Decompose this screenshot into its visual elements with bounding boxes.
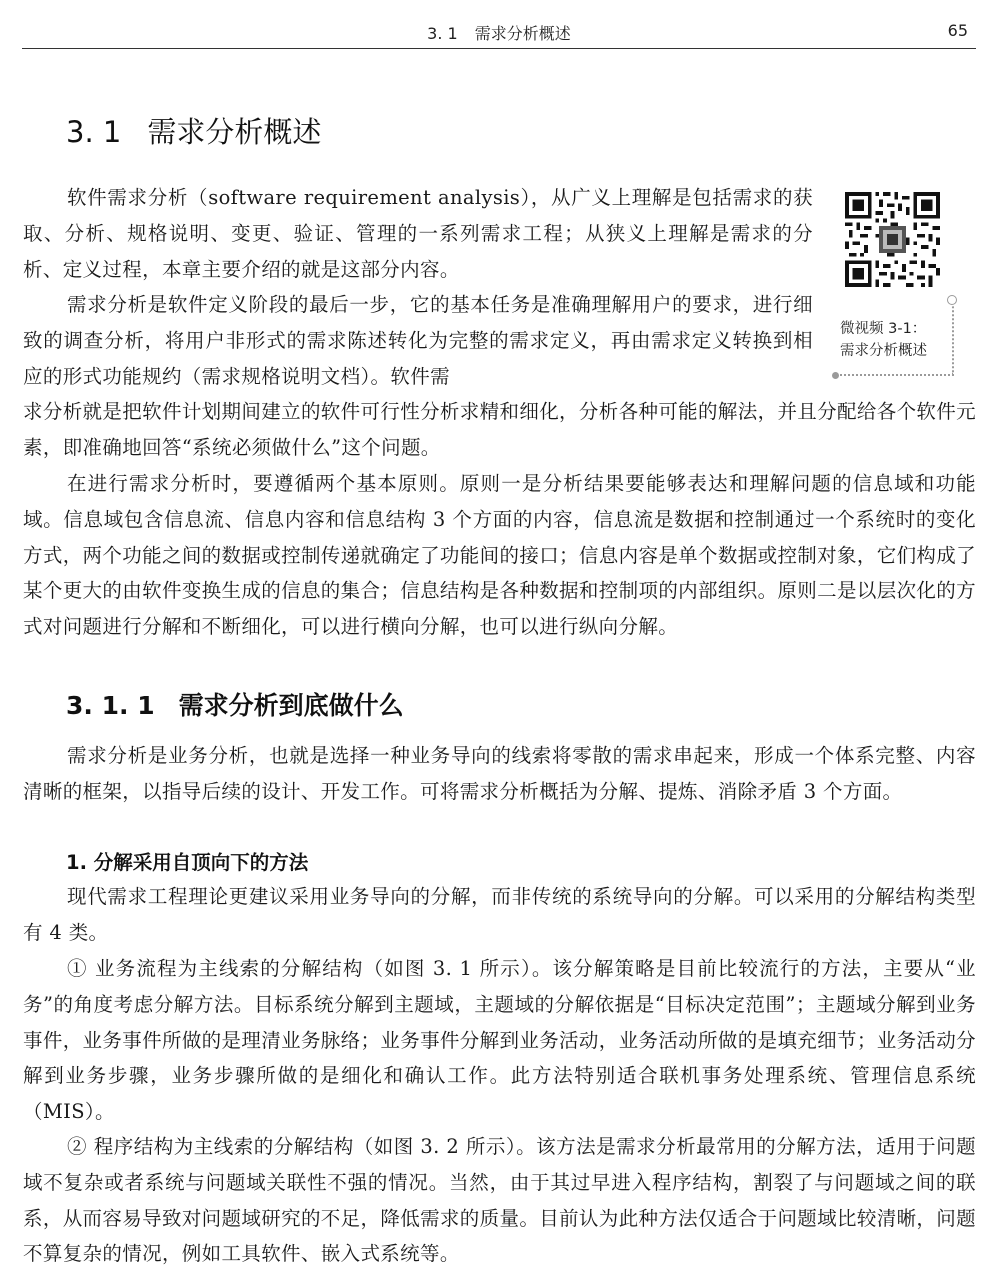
paragraph-program-structure: ② 程序结构为主线索的分解结构（如图 3. 2 所示）。该方法是需求分析最常用的分解方法，适用于问题域不复杂或者系统与问题域关联性不强的情况。当然，由于其过早进入程序结构，割裂了与问题域之间的联系，从而容易导致对问题域研究的不足，降低需求的质量。目前认为此种方法仅适合于问题域比较清晰，问题不算复杂的情况，例如工具软件、嵌入式系统等。 <box>23 1135 976 1266</box>
micro-video-label-line2: 需求分析概述 <box>840 343 927 359</box>
running-header-section-title: 需求分析概述 <box>474 24 571 43</box>
subsection-number: 3. 1. 1 <box>66 691 155 720</box>
frame-corner-ring <box>947 295 957 305</box>
paragraph-decomposition: 现代需求工程理论更建议采用业务导向的分解，而非传统的系统导向的分解。可以采用的分解结构类型有 4 类。 <box>23 885 976 944</box>
micro-video-label[interactable] <box>840 318 952 362</box>
micro-video-label-line1: 微视频 3-1： <box>840 321 927 337</box>
section-title: 需求分析概述 <box>147 115 322 149</box>
item-heading: 1. 分解采用自顶向下的方法 <box>66 851 309 874</box>
paragraph-task-continued: 求分析就是把软件计划期间建立的软件可行性分析求精和细化，分析各种可能的解法，并且分配给各个软件元素，即准确地回答“系统必须做什么”这个问题。 <box>23 400 976 459</box>
section-number: 3. 1 <box>66 115 122 149</box>
section-heading <box>66 110 321 151</box>
paragraph-subsection-intro: 需求分析是业务分析，也就是选择一种业务导向的线索将零散的需求串起来，形成一个体系完整、内容清晰的框架，以指导后续的设计、开发工作。可将需求分析概括为分解、提炼、消除矛盾 3 个方面。 <box>23 744 976 803</box>
running-header <box>22 0 976 49</box>
frame-corner-dot <box>832 372 839 379</box>
paragraph-principles: 在进行需求分析时，要遵循两个基本原则。原则一是分析结果要能够表达和理解问题的信息域和功能域。信息域包含信息流、信息内容和信息结构 3 个方面的内容，信息流是数据和控制通过一个系统时的变化方式，两个功能之间的数据或控制传递就确定了功能间的接口；信息内容是单个数据或控制对象，它们构成了某个更大的由软件变换生成的信息的集合；信息结构是各种数据和控制项的内部组织。原则二是以层次化的方式对问题进行分解和不断细化，可以进行横向分解，也可以进行纵向分解。 <box>23 472 976 639</box>
qr-code-icon[interactable] <box>845 192 940 287</box>
paragraph-intro: 软件需求分析（software requirement analysis），从广义上理解是包括需求的获取、分析、规格说明、变更、验证、管理的一系列需求工程；从狭义上理解是需求的分析、定义过程，本章主要介绍的就是这部分内容。 <box>23 186 813 281</box>
subsection-title: 需求分析到底做什么 <box>178 691 404 720</box>
paragraph-task: 需求分析是软件定义阶段的最后一步，它的基本任务是准确理解用户的要求，进行细致的调查分析，将用户非形式的需求陈述转化为完整的需求定义，再由需求定义转换到相应的形式功能规约（需求规格说明文档）。软件需 <box>23 293 813 388</box>
subsection-heading <box>66 686 404 722</box>
micro-video-box[interactable] <box>836 188 956 378</box>
paragraph-business-flow: ① 业务流程为主线索的分解结构（如图 3. 1 所示）。该分解策略是目前比较流行的方法，主要从“业务”的角度考虑分解方法。目标系统分解到主题域，主题域的分解依据是“目标决定范围”；主题域分解到业务事件，业务事件所做的是理清业务脉络；业务事件分解到业务活动，业务活动所做的是填充细节；业务活动分解到业务步骤，业务步骤所做的是细化和确认工作。此方法特别适合联机事务处理系统、管理信息系统（MIS）。 <box>23 957 976 1124</box>
page-number: 65 <box>947 21 968 40</box>
running-header-title <box>22 21 976 44</box>
running-header-section-number: 3. 1 <box>427 24 458 43</box>
